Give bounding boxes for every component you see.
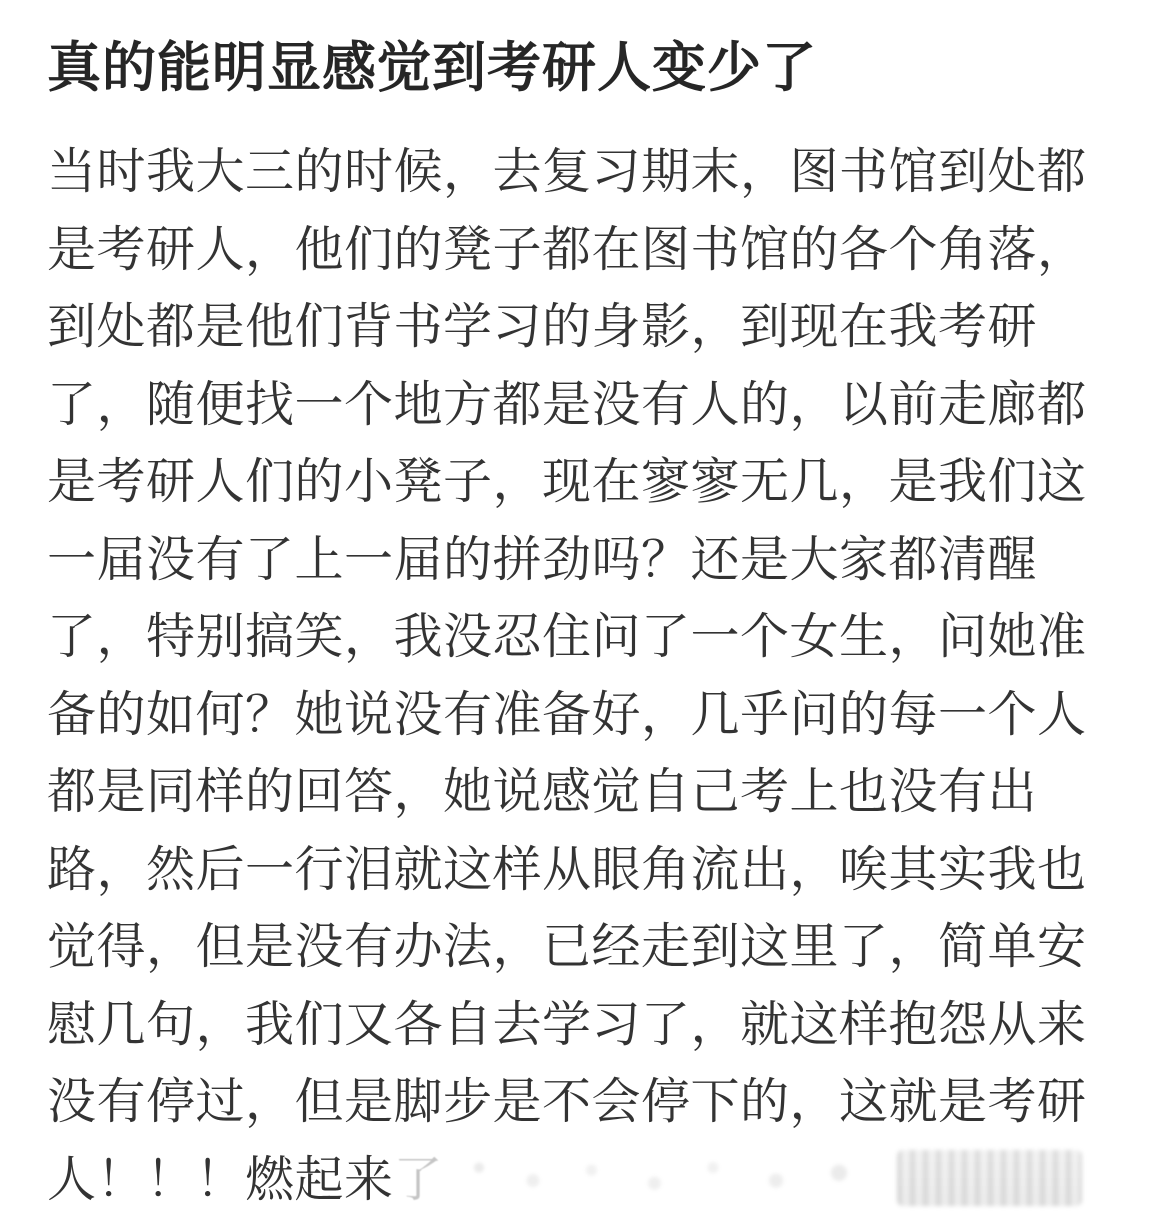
text-line: 慰几句，我们又各自去学习了，就这样抱怨从来: [47, 987, 1147, 1065]
text-line: 都是同样的回答，她说感觉自己考上也没有出: [47, 754, 1147, 832]
post-title: 真的能明显感觉到考研人变少了: [47, 33, 1147, 103]
text-line: 一届没有了上一届的拼劲吗？还是大家都清醒: [47, 522, 1147, 600]
text-line: 到处都是他们背书学习的身影，到现在我考研: [47, 289, 1147, 367]
text-line: 路，然后一行泪就这样从眼角流出，唉其实我也: [47, 832, 1147, 910]
post-last-line: [47, 1142, 1147, 1219]
text-line: 是考研人，他们的凳子都在图书馆的各个角落，: [47, 212, 1147, 290]
eraser-smudge: [897, 1150, 1082, 1206]
text-line: 当时我大三的时候，去复习期末，图书馆到处都: [47, 134, 1147, 212]
text-line: 是考研人们的小凳子，现在寥寥无几，是我们这: [47, 444, 1147, 522]
text-line: 了，随便找一个地方都是没有人的，以前走廊都: [47, 367, 1147, 445]
last-line-faded-text: 了: [394, 1153, 444, 1207]
text-line: 没有停过，但是脚步是不会停下的，这就是考研: [47, 1064, 1147, 1142]
post-container: [47, 33, 1147, 1219]
last-line-solid-text: 人！！！燃起来: [47, 1153, 394, 1207]
post-body-text: [47, 134, 1147, 1142]
text-line: 备的如何？她说没有准备好，几乎问的每一个人: [47, 677, 1147, 755]
erased-text-remnant: [443, 1152, 893, 1204]
text-line: 觉得，但是没有办法，已经走到这里了，简单安: [47, 909, 1147, 987]
text-line: 了，特别搞笑，我没忍住问了一个女生，问她准: [47, 599, 1147, 677]
